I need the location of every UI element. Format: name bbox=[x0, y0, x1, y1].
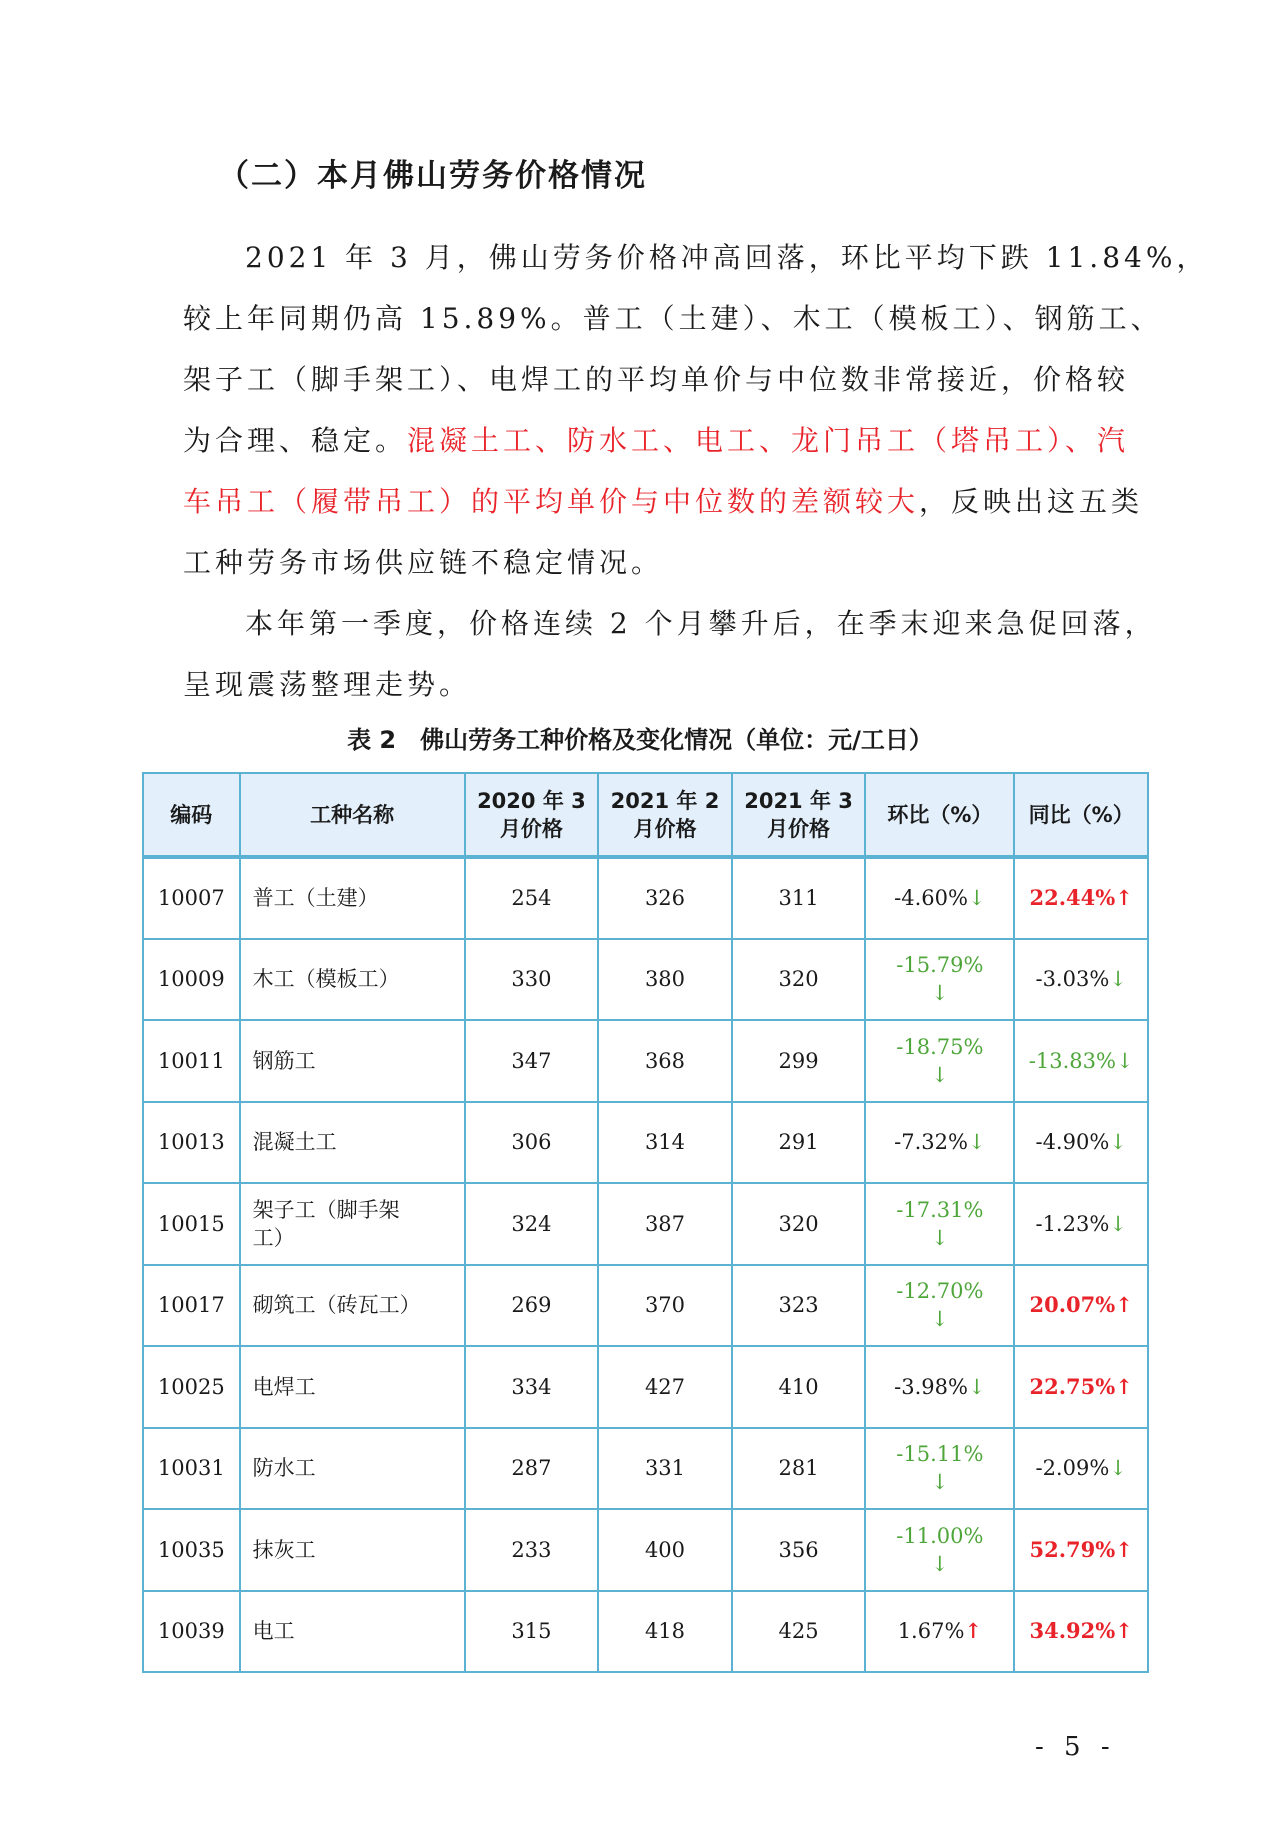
table-caption: 表 2 佛山劳务工种价格及变化情况（单位：元/工日） bbox=[347, 726, 933, 754]
cell-mom: -17.31% ↓ bbox=[865, 1183, 1014, 1265]
cell-code: 10009 bbox=[143, 939, 240, 1021]
cell-mom: -12.70% ↓ bbox=[865, 1265, 1014, 1347]
cell-name: 电工 bbox=[240, 1591, 465, 1673]
up-arrow-icon: ↑ bbox=[964, 1618, 983, 1644]
cell-price-2021-feb: 400 bbox=[598, 1509, 732, 1591]
cell-yoy: 52.79%↑ bbox=[1014, 1509, 1148, 1591]
price-table bbox=[142, 772, 1149, 1673]
table-row bbox=[143, 1265, 1148, 1347]
cell-name: 木工（模板工） bbox=[240, 939, 465, 1021]
cell-code: 10015 bbox=[143, 1183, 240, 1265]
up-arrow-icon: ↑ bbox=[1115, 1618, 1133, 1644]
up-arrow-icon: ↑ bbox=[1115, 1373, 1133, 1399]
cell-code: 10025 bbox=[143, 1346, 240, 1428]
cell-price-2021-feb: 387 bbox=[598, 1183, 732, 1265]
paragraph-line: 呈现震荡整理走势。 bbox=[183, 668, 472, 701]
cell-mom: -15.79% ↓ bbox=[865, 939, 1014, 1021]
cell-yoy: -3.03%↓ bbox=[1014, 939, 1148, 1021]
down-arrow-icon: ↓ bbox=[931, 1062, 949, 1087]
section-heading: （二）本月佛山劳务价格情况 bbox=[218, 158, 647, 194]
up-arrow-icon: ↑ bbox=[1115, 1292, 1133, 1318]
cell-mom: -18.75% ↓ bbox=[865, 1020, 1014, 1102]
down-arrow-icon: ↓ bbox=[1109, 967, 1127, 992]
table-row bbox=[143, 1346, 1148, 1428]
paragraph-text: ，反映出这五类 bbox=[919, 485, 1144, 518]
table-row bbox=[143, 1591, 1148, 1673]
cell-yoy: 20.07%↑ bbox=[1014, 1265, 1148, 1347]
down-arrow-icon: ↓ bbox=[1115, 1048, 1134, 1073]
paragraph-summary bbox=[183, 227, 1209, 593]
cell-name: 电焊工 bbox=[240, 1346, 465, 1428]
cell-code: 10017 bbox=[143, 1265, 240, 1347]
cell-price-2020: 287 bbox=[465, 1428, 599, 1510]
header-price-2021-feb: 2021 年 2 月价格 bbox=[598, 773, 732, 857]
cell-price-2021-feb: 380 bbox=[598, 939, 732, 1021]
cell-name: 钢筋工 bbox=[240, 1020, 465, 1102]
cell-name: 混凝土工 bbox=[240, 1102, 465, 1184]
cell-price-2020: 334 bbox=[465, 1346, 599, 1428]
paragraph-line bbox=[183, 471, 1144, 532]
down-arrow-icon: ↓ bbox=[931, 981, 949, 1006]
cell-code: 10039 bbox=[143, 1591, 240, 1673]
cell-yoy: -2.09%↓ bbox=[1014, 1428, 1148, 1510]
cell-code: 10031 bbox=[143, 1428, 240, 1510]
paragraph-line bbox=[183, 410, 1130, 471]
paragraph-line: 本年第一季度，价格连续 2 个月攀升后，在季末迎来急促回落， bbox=[245, 607, 1157, 640]
cell-name: 抹灰工 bbox=[240, 1509, 465, 1591]
cell-yoy: 22.44%↑ bbox=[1014, 857, 1148, 939]
cell-yoy: 22.75%↑ bbox=[1014, 1346, 1148, 1428]
header-price-2020-mar: 2020 年 3 月价格 bbox=[465, 773, 599, 857]
cell-price-2021-feb: 331 bbox=[598, 1428, 732, 1510]
header-yoy: 同比（%） bbox=[1014, 773, 1148, 857]
table-row bbox=[143, 1509, 1148, 1591]
cell-price-2021-feb: 326 bbox=[598, 857, 732, 939]
cell-mom: -7.32%↓ bbox=[865, 1102, 1014, 1184]
cell-price-2021-feb: 418 bbox=[598, 1591, 732, 1673]
highlight-text: 车吊工（履带吊工）的平均单价与中位数的差额较大 bbox=[183, 485, 920, 518]
cell-name: 防水工 bbox=[240, 1428, 465, 1510]
cell-yoy: -13.83%↓ bbox=[1014, 1020, 1148, 1102]
cell-price-2021-feb: 370 bbox=[598, 1265, 732, 1347]
table-header-row bbox=[143, 773, 1148, 857]
cell-price-2020: 324 bbox=[465, 1183, 599, 1265]
cell-mom: -3.98%↓ bbox=[865, 1346, 1014, 1428]
down-arrow-icon: ↓ bbox=[1109, 1211, 1127, 1236]
table-row bbox=[143, 1428, 1148, 1510]
cell-mom: -4.60%↓ bbox=[865, 857, 1014, 939]
cell-price-2020: 233 bbox=[465, 1509, 599, 1591]
paragraph-line: 2021 年 3 月，佛山劳务价格冲高回落，环比平均下跌 11.84%， bbox=[245, 241, 1209, 274]
table-row bbox=[143, 939, 1148, 1021]
cell-name: 普工（土建） bbox=[240, 857, 465, 939]
paragraph-line: 工种劳务市场供应链不稳定情况。 bbox=[183, 546, 664, 579]
down-arrow-icon: ↓ bbox=[1109, 1456, 1127, 1481]
up-arrow-icon: ↑ bbox=[1115, 885, 1133, 911]
down-arrow-icon: ↓ bbox=[931, 1551, 949, 1576]
header-price-2021-mar: 2021 年 3 月价格 bbox=[732, 773, 866, 857]
cell-price-2021-feb: 427 bbox=[598, 1346, 732, 1428]
cell-price-2021-mar: 425 bbox=[732, 1591, 866, 1673]
cell-price-2021-mar: 320 bbox=[732, 939, 866, 1021]
paragraph-quarter bbox=[183, 593, 1157, 715]
cell-yoy: 34.92%↑ bbox=[1014, 1591, 1148, 1673]
down-arrow-icon: ↓ bbox=[967, 886, 986, 911]
cell-code: 10013 bbox=[143, 1102, 240, 1184]
cell-price-2021-mar: 311 bbox=[732, 857, 866, 939]
table-row bbox=[143, 1183, 1148, 1265]
cell-yoy: -1.23%↓ bbox=[1014, 1183, 1148, 1265]
down-arrow-icon: ↓ bbox=[1109, 1130, 1127, 1155]
header-code: 编码 bbox=[143, 773, 240, 857]
cell-price-2021-feb: 314 bbox=[598, 1102, 732, 1184]
down-arrow-icon: ↓ bbox=[931, 1470, 949, 1495]
down-arrow-icon: ↓ bbox=[931, 1225, 949, 1250]
cell-price-2020: 269 bbox=[465, 1265, 599, 1347]
cell-name: 砌筑工（砖瓦工） bbox=[240, 1265, 465, 1347]
paragraph-line: 架子工（脚手架工）、电焊工的平均单价与中位数非常接近，价格较 bbox=[183, 363, 1130, 396]
up-arrow-icon: ↑ bbox=[1115, 1536, 1133, 1562]
cell-price-2021-mar: 299 bbox=[732, 1020, 866, 1102]
cell-price-2020: 315 bbox=[465, 1591, 599, 1673]
cell-price-2021-feb: 368 bbox=[598, 1020, 732, 1102]
cell-code: 10007 bbox=[143, 857, 240, 939]
cell-name: 架子工（脚手架 工） bbox=[240, 1183, 465, 1265]
cell-mom: -11.00% ↓ bbox=[865, 1509, 1014, 1591]
cell-yoy: -4.90%↓ bbox=[1014, 1102, 1148, 1184]
header-mom: 环比（%） bbox=[865, 773, 1014, 857]
page-number: - 5 - bbox=[1035, 1732, 1116, 1762]
table-row bbox=[143, 1020, 1148, 1102]
cell-price-2021-mar: 410 bbox=[732, 1346, 866, 1428]
cell-price-2021-mar: 320 bbox=[732, 1183, 866, 1265]
highlight-text: 混凝土工、防水工、电工、龙门吊工（塔吊工）、汽 bbox=[407, 424, 1130, 457]
cell-mom: 1.67%↑ bbox=[865, 1591, 1014, 1673]
table-row bbox=[143, 857, 1148, 939]
cell-code: 10035 bbox=[143, 1509, 240, 1591]
cell-price-2021-mar: 356 bbox=[732, 1509, 866, 1591]
down-arrow-icon: ↓ bbox=[967, 1374, 986, 1399]
cell-price-2021-mar: 281 bbox=[732, 1428, 866, 1510]
table-row bbox=[143, 1102, 1148, 1184]
paragraph-text: 为合理、稳定。 bbox=[183, 424, 408, 457]
header-name: 工种名称 bbox=[240, 773, 465, 857]
cell-code: 10011 bbox=[143, 1020, 240, 1102]
down-arrow-icon: ↓ bbox=[967, 1130, 986, 1155]
cell-price-2021-mar: 323 bbox=[732, 1265, 866, 1347]
cell-price-2020: 254 bbox=[465, 857, 599, 939]
cell-price-2021-mar: 291 bbox=[732, 1102, 866, 1184]
cell-price-2020: 306 bbox=[465, 1102, 599, 1184]
paragraph-line: 较上年同期仍高 15.89%。普工（土建）、木工（模板工）、钢筋工、 bbox=[183, 302, 1163, 335]
cell-price-2020: 347 bbox=[465, 1020, 599, 1102]
cell-price-2020: 330 bbox=[465, 939, 599, 1021]
cell-mom: -15.11% ↓ bbox=[865, 1428, 1014, 1510]
down-arrow-icon: ↓ bbox=[931, 1307, 949, 1332]
